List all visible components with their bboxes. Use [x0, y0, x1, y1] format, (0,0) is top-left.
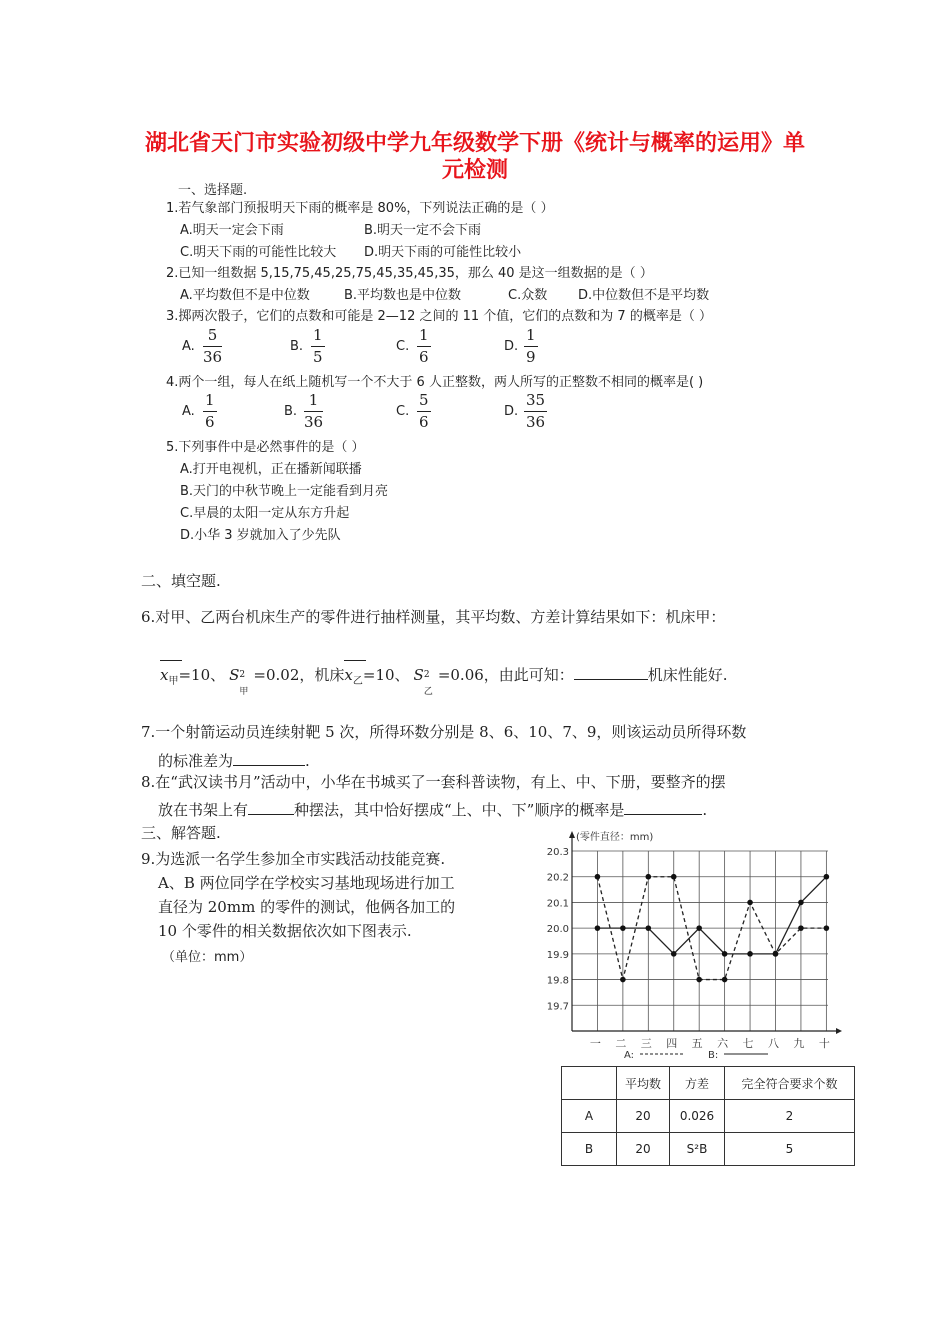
x-tick-label: 三 — [640, 1037, 652, 1050]
q9-line4: 10 个零件的相关数据依次如下图表示. — [158, 922, 412, 940]
q4-option-d-fraction: $\frac{35}{36}$ — [526, 391, 546, 431]
q5-option-a: A.打开电视机，正在播新闻联播 — [180, 462, 362, 477]
q4-option-c-fraction: $\frac{5}{6}$ — [419, 391, 429, 431]
y-tick-label: 20.1 — [546, 898, 569, 910]
q2-option-a: A.平均数但不是中位数 — [180, 288, 310, 303]
table-header-cell: 完全符合要求个数 — [725, 1067, 855, 1100]
section1-heading: 一、选择题. — [178, 183, 248, 198]
q6-answer-blank[interactable] — [574, 679, 648, 680]
q3-option-b-fraction: $\frac{1}{5}$ — [313, 326, 323, 366]
x-tick-label: 四 — [666, 1037, 678, 1050]
q5-option-c: C.早晨的太阳一定从东方升起 — [180, 506, 350, 521]
data-point-a — [620, 977, 626, 983]
data-point-b — [747, 951, 753, 957]
data-point-a — [747, 900, 753, 906]
q6-line1: 6.对甲、乙两台机床生产的零件进行抽样测量，其平均数、方差计算结果如下：机床甲： — [141, 608, 726, 626]
data-point-b — [620, 925, 626, 931]
x-tick-label: 二 — [615, 1037, 627, 1050]
y-tick-label: 20.0 — [546, 924, 569, 936]
data-point-b — [798, 900, 804, 906]
q4-stem: 4.两个一组，每人在纸上随机写一个不大于 6 人正整数，两人所写的正整数不相同的概率是( ) — [166, 375, 704, 390]
q1-stem: 1.若气象部门预报明天下雨的概率是 80%，下列说法正确的是（ ） — [166, 201, 554, 216]
q2-stem: 2.已知一组数据 5,15,75,45,25,75,45,35,45,35，那么 40 是这一组数据的是（ ） — [166, 266, 653, 281]
data-point-b — [671, 951, 677, 957]
table-cell: 5 — [725, 1133, 855, 1166]
q3-option-d-label: D. — [504, 339, 519, 354]
table-cell: 20 — [617, 1100, 670, 1133]
x-tick-label: 五 — [691, 1037, 703, 1050]
q4-option-d-label: D. — [504, 404, 519, 419]
table-cell: 20 — [617, 1133, 670, 1166]
q7-line1: 7.一个射箭运动员连续射靶 5 次，所得环数分别是 8、6、10、7、9，则该运动员所得环数 — [141, 723, 747, 741]
q8-line2: 放在书架上有 种摆法，其中恰好摆成“上、中、下”顺序的概率是 . — [158, 801, 708, 819]
q1-option-d: D.明天下雨的可能性比较小 — [364, 245, 522, 260]
y-tick-label: 19.9 — [546, 949, 569, 961]
q5-option-b: B.天门的中秋节晚上一定能看到月亮 — [180, 484, 389, 499]
x-tick-label: 八 — [767, 1037, 779, 1050]
q9-line1: 9.为选派一名学生参加全市实践活动技能竞赛. — [141, 850, 446, 868]
table-header-cell: 方差 — [670, 1067, 725, 1100]
q2-option-d: D.中位数但不是平均数 — [578, 288, 710, 303]
mean-symbol-x: x — [160, 666, 169, 684]
q4-option-a-label: A. — [182, 404, 195, 419]
q5-stem: 5.下列事件中是必然事件的是（ ） — [166, 440, 365, 455]
data-point-a — [696, 977, 702, 983]
q1-option-a: A.明天一定会下雨 — [180, 223, 284, 238]
q8-line1: 8.在“武汉读书月”活动中，小华在书城买了一套科普读物，有上、中、下册，要整齐的摆 — [141, 773, 726, 791]
y-tick-label: 20.3 — [546, 847, 569, 858]
data-point-a — [824, 925, 830, 931]
q7-line2: 的标准差为 . — [158, 752, 310, 770]
q3-option-a-label: A. — [182, 339, 195, 354]
table-header-cell — [562, 1067, 617, 1100]
q2-option-c: C.众数 — [508, 288, 548, 303]
y-axis-arrow — [569, 831, 575, 838]
data-point-a — [671, 874, 677, 880]
table-cell: 0.026 — [670, 1100, 725, 1133]
q4-option-b-fraction: $\frac{1}{36}$ — [304, 391, 324, 431]
table-header-cell: 平均数 — [617, 1067, 670, 1100]
legend-label-a: A: — [624, 1050, 635, 1061]
x-tick-label: 六 — [717, 1037, 729, 1050]
data-point-a — [798, 925, 804, 931]
q4-option-b-label: B. — [284, 404, 298, 419]
q9-line3: 直径为 20mm 的零件的测试，他俩各加工的 — [158, 898, 456, 916]
y-axis-label: (零件直径：mm) — [576, 832, 654, 843]
q4-option-a-fraction: $\frac{1}{6}$ — [205, 391, 215, 431]
q8-answer-blank-2[interactable] — [624, 814, 702, 815]
diameter-line-chart — [546, 826, 846, 1066]
y-tick-label: 19.8 — [546, 975, 569, 987]
table-row — [562, 1100, 855, 1133]
data-point-b — [595, 925, 601, 931]
q3-option-c-label: C. — [396, 339, 410, 354]
q1-option-b: B.明天一定不会下雨 — [364, 223, 482, 238]
section3-heading: 三、解答题. — [141, 824, 221, 842]
data-point-a — [646, 874, 652, 880]
y-tick-label: 20.2 — [546, 872, 569, 884]
q3-option-d-fraction: $\frac{1}{9}$ — [526, 326, 536, 366]
page-title-line2: 元检测 — [441, 158, 508, 183]
q1-option-c: C.明天下雨的可能性比较大 — [180, 245, 337, 260]
table-row — [562, 1133, 855, 1166]
data-point-b — [722, 951, 728, 957]
q5-option-d: D.小华 3 岁就加入了少先队 — [180, 528, 341, 543]
table-cell: B — [562, 1133, 617, 1166]
section2-heading: 二、填空题. — [141, 572, 221, 590]
data-point-b — [773, 951, 779, 957]
x-tick-label: 一 — [589, 1037, 601, 1050]
data-point-a — [595, 874, 601, 880]
x-axis-arrow — [836, 1028, 842, 1034]
y-tick-label: 19.7 — [546, 1001, 569, 1013]
q6-formula: $x_甲=10$、 S 2 甲 =0.02，机床 $x_乙=10$、 S 2 乙 =0.06，由此可知： 机床性能好. — [160, 664, 728, 694]
stats-table — [561, 1066, 855, 1166]
q9-line2: A、B 两位同学在学校实习基地现场进行加工 — [158, 874, 455, 892]
table-cell: 2 — [725, 1100, 855, 1133]
data-point-b — [696, 925, 702, 931]
page-title-line1: 湖北省天门市实验初级中学九年级数学下册《统计与概率的运用》单 — [144, 131, 805, 156]
q4-option-c-label: C. — [396, 404, 410, 419]
q3-option-a-fraction: $\frac{5}{36}$ — [203, 326, 223, 366]
table-header-row — [562, 1067, 855, 1100]
legend-label-b: B: — [708, 1050, 719, 1061]
series-line-b — [597, 877, 826, 954]
x-tick-label: 十 — [818, 1037, 830, 1050]
x-tick-label: 七 — [742, 1037, 754, 1050]
q3-option-b-label: B. — [290, 339, 304, 354]
data-point-a — [722, 977, 728, 983]
x-tick-label: 九 — [793, 1037, 805, 1050]
data-point-b — [646, 925, 652, 931]
q7-answer-blank[interactable] — [233, 765, 305, 766]
table-cell: A — [562, 1100, 617, 1133]
q3-option-c-fraction: $\frac{1}{6}$ — [419, 326, 429, 366]
table-cell: S²B — [670, 1133, 725, 1166]
q9-unit: （单位：mm） — [162, 950, 253, 965]
q2-option-b: B.平均数也是中位数 — [344, 288, 462, 303]
q8-answer-blank-1[interactable] — [248, 814, 294, 815]
q3-stem: 3.掷两次骰子，它们的点数和可能是 2—12 之间的 11 个值，它们的点数和为 7 的概率是（ ） — [166, 309, 712, 324]
data-point-b — [824, 874, 830, 880]
